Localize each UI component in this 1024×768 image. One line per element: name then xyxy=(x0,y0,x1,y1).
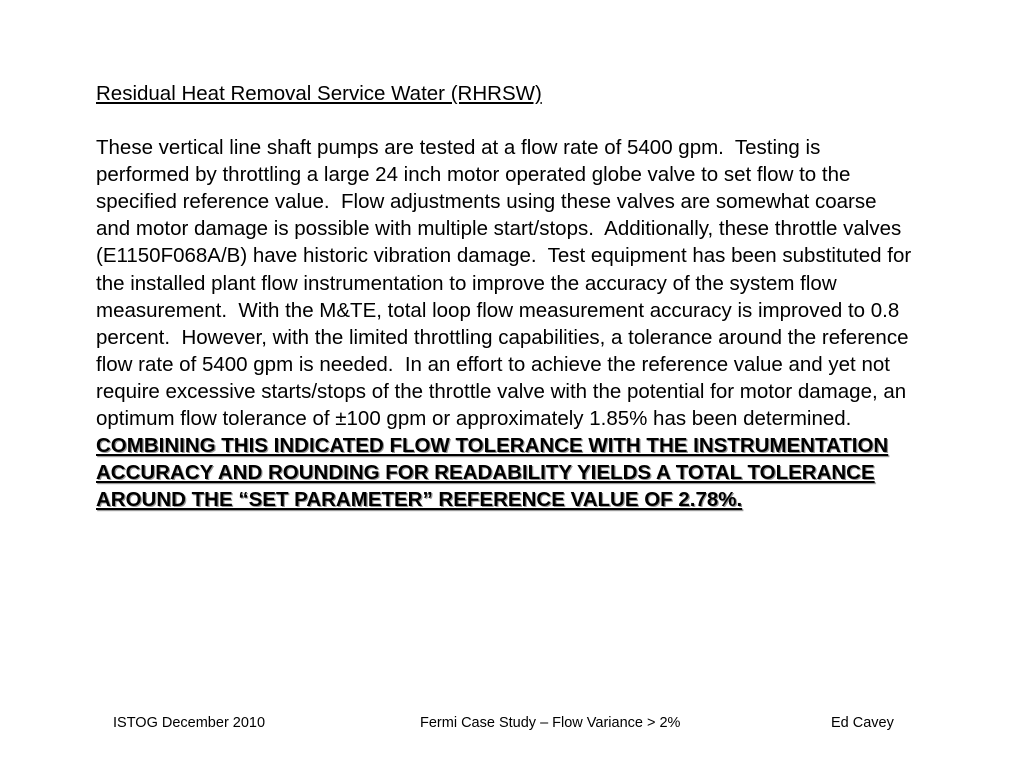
footer-left-text: ISTOG December 2010 xyxy=(113,715,266,731)
slide-content xyxy=(96,80,916,513)
footer-center-text: Fermi Case Study – Flow Variance > 2% xyxy=(420,715,681,731)
body-paragraph xyxy=(96,134,916,513)
footer-right-text: Ed Cavey xyxy=(831,715,894,731)
emphasis-text: COMBINING THIS INDICATED FLOW TOLERANCE WITH THE INSTRUMENTATION ACCURACY AND ROUNDING FOR READABILITY YIELDS A TOTAL TOLERANCE AROUND THE “SET PARAMETER” REFERENCE VALUE OF 2.78%. xyxy=(96,434,889,512)
body-text: These vertical line shaft pumps are tested at a flow rate of 5400 gpm. Testing is performed by throttling a large 24 inch motor operated globe valve to set flow to the specified reference value. Flow adjustments using these valves are somewhat coarse and motor damage is possible with multiple start/stops. Additionally, these throttle valves (E1150F068A/B) have historic vibration damage. Test equipment has been substituted for the installed plant flow instrumentation to improve the accuracy of the system flow measurement. With the M&TE, total loop flow measurement accuracy is improved to 0.8 percent. However, with the limited throttling capabilities, a tolerance around the reference flow rate of 5400 gpm is needed. In an effort to achieve the reference value and yet not require excessive starts/stops of the throttle valve with the potential for motor damage, an optimum flow tolerance of ±100 gpm or approximately 1.85% has been determined. xyxy=(96,136,917,431)
spacer xyxy=(96,107,916,134)
slide-heading: Residual Heat Removal Service Water (RHRSW) xyxy=(96,82,542,105)
